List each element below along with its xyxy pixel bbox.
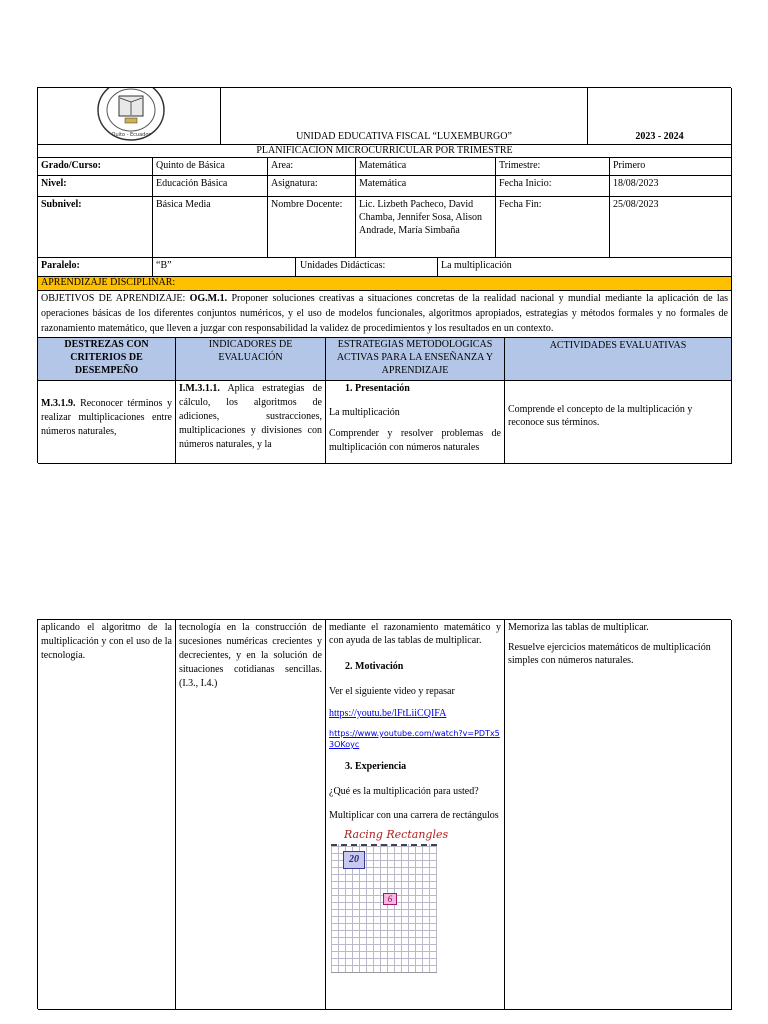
rect-6-label: 6 [387, 894, 393, 904]
indicador-code: I.M.3.1.1. [179, 383, 220, 394]
aprendizaje-label: APRENDIZAJE DISCIPLINAR: [38, 277, 732, 291]
destreza-code: M.3.1.9. [41, 398, 76, 409]
indicador-cont-cell [176, 620, 326, 1010]
school-name: UNIDAD EDUCATIVA FISCAL “LUXEMBURGO” [296, 131, 512, 142]
racing-title: Racing Rectangles [344, 828, 449, 841]
grid-paper [331, 844, 437, 972]
actividad2: Memoriza las tablas de multiplicar. [508, 622, 649, 633]
fecha-inicio-label: Fecha Inicio: [496, 176, 610, 197]
objetivos-text: Proponer soluciones creativas a situaciones concretas de la realidad nacional y mundial mediante la aplicación de las operaciones básicas de los diferentes conjuntos numéricos, y el uso de modelos funcionales, algoritmos apropiados, estrategias y métodos formales y no formales de razonamiento matemático, que lleven a juzgar con responsabilidad la validez de procedimientos y los resultados en un contexto. [41, 293, 729, 334]
year-cell [588, 88, 732, 145]
paralelo-value: “B” [153, 258, 296, 277]
subnivel-label: Subnivel: [38, 197, 153, 258]
nivel-value: Educación Básica [153, 176, 268, 197]
unidades-label: Unidades Didácticas: [296, 258, 438, 277]
area-label: Area: [268, 158, 356, 176]
svg-text:Quito - Ecuador: Quito - Ecuador [111, 132, 151, 138]
objetivos-cell [38, 291, 732, 338]
actividad-cell [505, 381, 732, 464]
indicador-cont: tecnología en la construcción de sucesiones numéricas crecientes y decrecientes, y en la solución de situaciones cotidianas sencillas. (I.3., I.4.) [179, 622, 322, 689]
fecha-fin-value: 25/08/2023 [610, 197, 732, 258]
step1-p1: La multiplicación [329, 407, 400, 418]
subnivel-value: Básica Media [153, 197, 268, 258]
step1-p2: Comprender y resolver problemas de multiplicación con números naturales [329, 428, 501, 453]
paralelo-label: Paralelo: [38, 258, 153, 277]
actividad-cont-cell [505, 620, 732, 1010]
step3-p2: Multiplicar con una carrera de rectángulos [329, 810, 499, 821]
asignatura-label: Asignatura: [268, 176, 356, 197]
rect-20 [343, 851, 365, 869]
col-estrategias: ESTRATEGIAS METODOLOGICAS ACTIVAS PARA LA ENSEÑANZA Y APRENDIZAJE [326, 338, 505, 381]
grado-value: Quinto de Básica [153, 158, 268, 176]
step1-title: 1. Presentación [345, 383, 410, 394]
actividad1: Comprende el concepto de la multiplicación y reconoce sus términos. [508, 404, 693, 428]
school-year: 2023 - 2024 [635, 131, 684, 142]
video-link-2[interactable]: https://www.youtube.com/watch?v=PDTx53OKoyc [329, 729, 500, 749]
area-value: Matemática [356, 158, 496, 176]
docente-value: Lic. Lizbeth Pacheco, David Chamba, Jennifer Sosa, Alison Andrade, María Simbaña [356, 197, 496, 258]
plan-title: PLANIFICACION MICROCURRICULAR POR TRIMESTRE [38, 145, 732, 158]
rect-20-label: 20 [349, 854, 359, 865]
destreza-cont-cell [38, 620, 176, 1010]
col-actividades: ACTIVIDADES EVALUATIVAS [505, 338, 732, 381]
unidades-value: La multiplicación [438, 258, 732, 277]
image-baseline [331, 972, 437, 973]
video-link-1[interactable]: https://youtu.be/lFtLiiCQIFA [329, 708, 447, 719]
destreza-text: Reconocer términos y realizar multiplicaciones entre números naturales, [41, 398, 173, 437]
destreza-cell [38, 381, 176, 464]
fecha-inicio-value: 18/08/2023 [610, 176, 732, 197]
objetivos-prefix: OBJETIVOS DE APRENDIZAJE: [41, 293, 186, 304]
school-logo [96, 88, 166, 142]
step2-p1: Ver el siguiente video y repasar [329, 686, 455, 697]
trimestre-value: Primero [610, 158, 732, 176]
step3-title: 3. Experiencia [345, 761, 407, 772]
step3-p1: ¿Qué es la multiplicación para usted? [329, 786, 479, 797]
step2-title: 2. Motivación [345, 661, 404, 672]
rect-6 [383, 893, 397, 905]
trimestre-label: Trimestre: [496, 158, 610, 176]
col-indicadores: INDICADORES DE EVALUACIÓN [176, 338, 326, 381]
col-destrezas: DESTREZAS CON CRITERIOS DE DESEMPEÑO [38, 338, 176, 381]
destreza-cont: aplicando el algoritmo de la multiplicación y con el uso de la tecnología. [41, 622, 172, 661]
fecha-fin-label: Fecha Fin: [496, 197, 610, 258]
logo-cell [38, 88, 221, 145]
indicador-cell [176, 381, 326, 464]
estrategia-cont-cell [326, 620, 505, 1010]
objetivos-code: OG.M.1. [189, 293, 228, 304]
racing-rectangles-image [329, 828, 449, 974]
indicador-text: Aplica estrategias de cálculo, los algoritmos de adiciones, sustracciones, multiplicaciones y divisiones con números naturales, y la [179, 383, 323, 450]
school-name-cell [221, 88, 588, 145]
planning-table-page2 [37, 619, 731, 1009]
planning-table-page1 [37, 87, 731, 463]
estrategia-cont: mediante el razonamiento matemático y con ayuda de las tablas de multiplicar. [329, 622, 501, 646]
estrategia-cell [326, 381, 505, 464]
asignatura-value: Matemática [356, 176, 496, 197]
nivel-label: Nivel: [38, 176, 153, 197]
grado-label: Grado/Curso: [38, 158, 153, 176]
actividad3: Resuelve ejercicios matemáticos de multiplicación simples con números naturales. [508, 642, 711, 666]
docente-label: Nombre Docente: [268, 197, 356, 258]
